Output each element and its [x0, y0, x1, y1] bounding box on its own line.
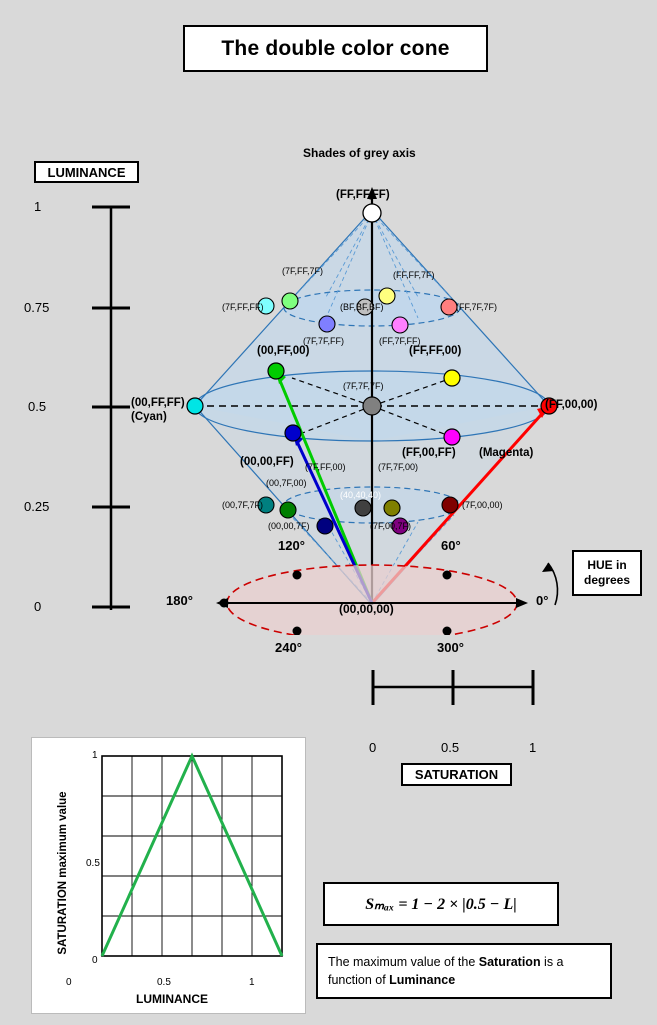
chart-xtick-05: 0.5: [157, 977, 171, 988]
luminance-axis: [45, 195, 145, 620]
label-bfbfbf: (BF,BF,BF): [340, 302, 384, 312]
dot-ff7fff: [392, 317, 408, 333]
caption-bold1: Saturation: [478, 954, 541, 969]
vertex-magenta: [444, 429, 460, 445]
chart-ylabel: SATURATION maximum value: [57, 791, 69, 955]
hue-point-120: [293, 571, 302, 580]
label-00007f: (00,00,7F): [268, 521, 310, 531]
chart-ytick-05: 0.5: [86, 858, 100, 869]
dot-ff7f7f: [441, 299, 457, 315]
chart-xtick-1: 1: [249, 977, 255, 988]
label-7fff00: (7F,FF,00): [305, 462, 346, 472]
label-7f7f7f: (7F,7F,7F): [343, 381, 384, 391]
saturation-axis: [360, 665, 560, 715]
label-7fff7f: (7F,FF,7F): [282, 266, 324, 276]
chart-xtick-0: 0: [66, 977, 72, 988]
hue-label-240: 240°: [275, 640, 302, 655]
dot-7f0000: [442, 497, 458, 513]
hue-label-0: 0°: [536, 593, 549, 608]
dot-7f7fff: [319, 316, 335, 332]
luminance-tick-05: 0.5: [28, 399, 47, 414]
luminance-tick-1: 1: [34, 199, 42, 214]
luminance-axis-label: [34, 161, 139, 183]
label-ff7fff: (FF,7F,FF): [379, 336, 421, 346]
vertex-green: [268, 363, 284, 379]
hue-circle: [227, 565, 517, 635]
chart-xlabel: LUMINANCE: [136, 992, 208, 1006]
label-yellow: (FF,FF,00): [409, 345, 462, 357]
saturation-tick-05: 0.5: [441, 740, 460, 755]
hue-point-180: [220, 599, 229, 608]
chart-ytick-0: 0: [92, 955, 98, 966]
luminance-tick-0: 0: [34, 599, 42, 614]
label-red: (FF,00,00): [545, 399, 598, 411]
saturation-tick-0: 0: [369, 740, 377, 755]
saturation-luminance-chart: [31, 737, 306, 1014]
hue-label-60: 60°: [441, 538, 461, 553]
formula-box: [323, 882, 559, 926]
caption-text: [328, 953, 600, 989]
hue-label-180: 180°: [166, 593, 193, 608]
page-title-text: The double color cone: [221, 36, 450, 60]
label-7f0000: (7F,00,00): [462, 500, 503, 510]
chart-svg: [32, 738, 305, 1013]
luminance-axis-label-text: LUMINANCE: [47, 164, 126, 180]
saturation-tick-1: 1: [529, 740, 537, 755]
caption-bold2: Luminance: [389, 973, 456, 987]
page-title: [183, 25, 488, 72]
vertex-blue: [285, 425, 301, 441]
hue-axis-label-line2: degrees: [583, 573, 631, 587]
label-white: (FF,FF,FF): [336, 189, 390, 201]
dot-7f7f00: [384, 500, 400, 516]
label-7fffff: (7F,FF,FF): [222, 302, 264, 312]
label-007f7f: (00,7F,7F): [222, 500, 264, 510]
label-magenta: (FF,00,FF): [402, 447, 456, 459]
dot-7fff7f: [282, 293, 298, 309]
label-green: (00,FF,00): [257, 345, 310, 357]
luminance-tick-025: 0.25: [24, 499, 50, 514]
label-cyan: (00,FF,FF): [131, 397, 185, 409]
label-404040: (40,40,40): [340, 490, 382, 500]
formula-text: Sₘₐₓ = 1 − 2 × |0.5 − L|: [365, 896, 517, 913]
double-color-cone-diagram: [180, 175, 600, 635]
chart-ytick-1: 1: [92, 750, 98, 761]
vertex-yellow: [444, 370, 460, 386]
hue-axis-label-line1: HUE in: [587, 558, 627, 572]
vertex-mid-grey: [363, 397, 381, 415]
dot-007f00: [280, 502, 296, 518]
label-007f00: (00,7F,00): [266, 478, 307, 488]
saturation-axis-label: [401, 763, 512, 786]
saturation-axis-label-text: SATURATION: [414, 767, 499, 782]
hue-label-300: 300°: [437, 640, 464, 655]
luminance-tick-075: 0.75: [24, 300, 50, 315]
caption-part2: is a function of: [328, 954, 564, 987]
dot-00007f: [317, 518, 333, 534]
grey-axis-caption: Shades of grey axis: [303, 146, 416, 160]
label-cyan-name: (Cyan): [131, 411, 167, 423]
caption-box: [316, 943, 612, 999]
label-magenta-name: (Magenta): [479, 447, 534, 459]
label-7f7fff: (7F,7F,FF): [303, 336, 345, 346]
hue-point-60: [443, 571, 452, 580]
vertex-cyan: [187, 398, 203, 414]
label-7f7f00: (7F,7F,00): [378, 462, 419, 472]
vertex-white: [363, 204, 381, 222]
label-blue: (00,00,FF): [240, 456, 294, 468]
label-7f007f: (7F,00,7F): [370, 521, 412, 531]
label-ff7f7f: (FF,7F,7F): [456, 302, 498, 312]
label-ffff7f: (FF,FF,7F): [393, 270, 435, 280]
dot-404040: [355, 500, 371, 516]
hue-label-120: 120°: [278, 538, 305, 553]
label-black: (00,00,00): [339, 602, 394, 616]
caption-part1: The maximum value of the: [328, 954, 479, 969]
